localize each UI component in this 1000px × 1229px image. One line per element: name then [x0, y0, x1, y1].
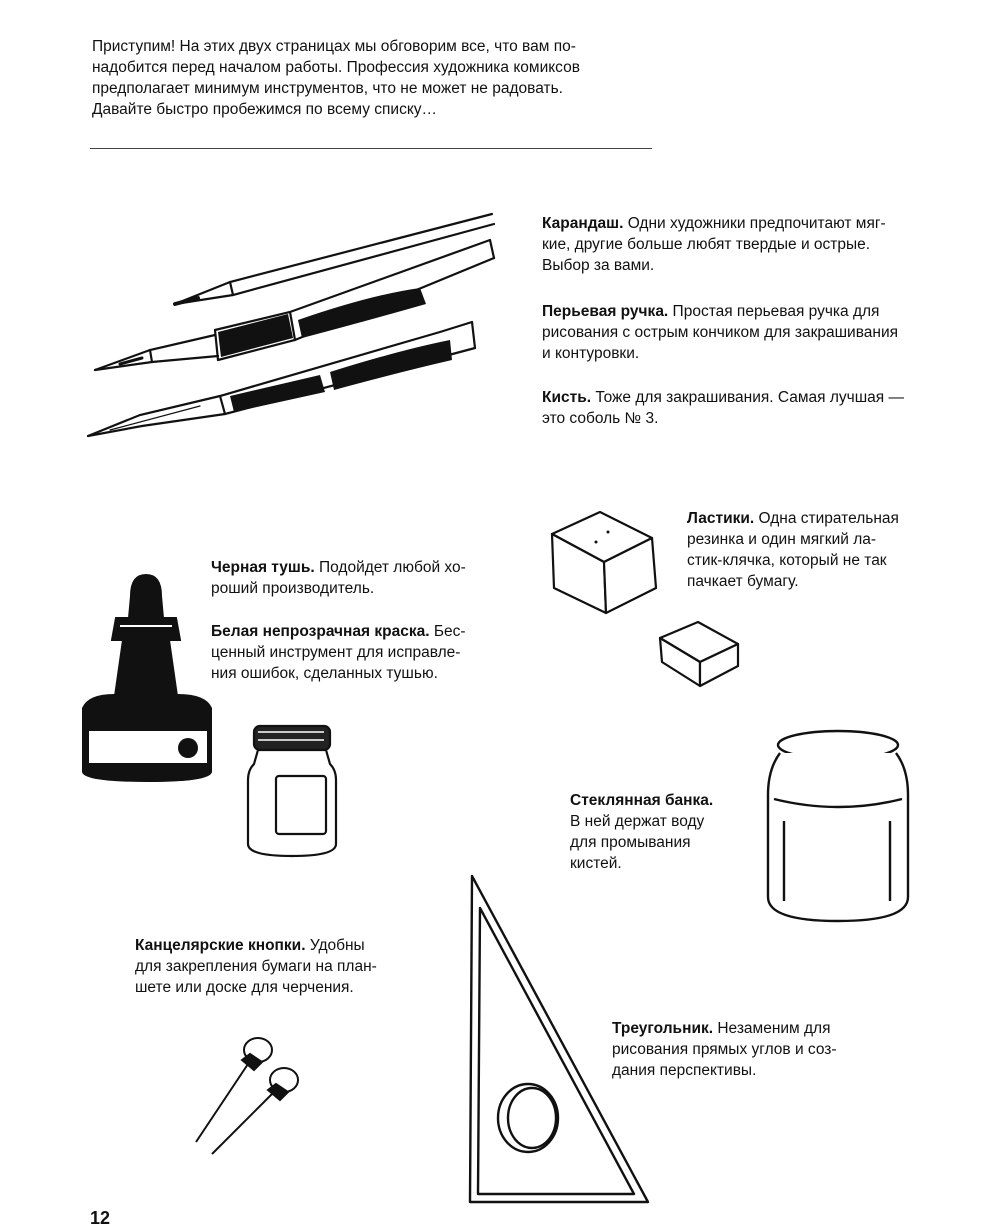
white-paint-text: ценный инструмент для исправле- — [211, 644, 461, 661]
erasers-text: пачкает бумагу. — [687, 573, 799, 590]
ink-description — [211, 557, 511, 599]
pins-title: Канцелярские кнопки. — [135, 937, 306, 954]
white-paint-text: ния ошибок, сделанных тушью. — [211, 665, 438, 682]
ink-title: Черная тушь. — [211, 559, 315, 576]
glass-jar-description — [570, 790, 750, 874]
pen-text: и контуровки. — [542, 345, 640, 362]
brush-text: Тоже для закрашивания. Самая лучшая — — [591, 389, 904, 406]
intro-paragraph — [92, 36, 662, 120]
brush-title: Кисть. — [542, 389, 592, 406]
divider-rule — [90, 148, 652, 149]
white-paint-description — [211, 621, 511, 684]
pins-text: Удобны — [305, 937, 365, 954]
pen-description — [542, 301, 972, 364]
pencil-description — [542, 213, 962, 276]
intro-line: Приступим! На этих двух страницах мы обговорим все, что вам по- — [92, 38, 576, 55]
triangle-text: дания перспективы. — [612, 1062, 757, 1079]
ink-bottle-illustration — [78, 568, 218, 788]
pen-text: рисования с острым кончиком для закрашивания — [542, 324, 899, 341]
erasers-text: стик-клячка, который не так — [687, 552, 887, 569]
pins-text: шете или доске для черчения. — [135, 979, 354, 996]
glass-jar-text: кистей. — [570, 855, 622, 872]
pencil-title: Карандаш. — [542, 215, 624, 232]
pencil-pen-brush-illustration — [80, 200, 510, 450]
pen-title: Перьевая ручка. — [542, 303, 669, 320]
glass-jar-illustration — [760, 725, 920, 930]
pen-text: Простая перьевая ручка для — [668, 303, 880, 320]
erasers-title: Ластики. — [687, 510, 755, 527]
erasers-text: Одна стирательная — [754, 510, 899, 527]
brush-description — [542, 387, 962, 429]
page-number: 12 — [90, 1208, 111, 1228]
pins-text: для закрепления бумаги на план- — [135, 958, 377, 975]
glass-jar-title: Стеклянная банка. — [570, 792, 714, 809]
intro-line: предполагает минимум инструментов, что не может не радовать. — [92, 80, 563, 97]
white-paint-title: Белая непрозрачная краска. — [211, 623, 430, 640]
pencil-text: Выбор за вами. — [542, 257, 655, 274]
pencil-text: кие, другие больше любят твердые и острые. — [542, 236, 871, 253]
ink-text: роший производитель. — [211, 580, 375, 597]
pencil-text: Одни художники предпочитают мяг- — [623, 215, 886, 232]
push-pins-illustration — [192, 1030, 312, 1160]
white-paint-jar-illustration — [244, 720, 344, 860]
erasers-text: резинка и один мягкий ла- — [687, 531, 877, 548]
white-paint-text: Бес- — [429, 623, 466, 640]
triangle-text: рисования прямых углов и соз- — [612, 1041, 837, 1058]
ink-text: Подойдет любой хо- — [314, 559, 466, 576]
pins-description — [135, 935, 435, 998]
triangle-title: Треугольник. — [612, 1020, 714, 1037]
intro-line: надобится перед началом работы. Профессия художника комиксов — [92, 59, 580, 76]
erasers-description — [687, 508, 947, 592]
glass-jar-text: В ней держат воду — [570, 813, 705, 830]
triangle-text: Незаменим для — [713, 1020, 831, 1037]
brush-text: это соболь № 3. — [542, 410, 659, 427]
intro-line: Давайте быстро пробежимся по всему списку… — [92, 101, 438, 118]
glass-jar-text: для промывания — [570, 834, 691, 851]
triangle-description — [612, 1018, 902, 1081]
